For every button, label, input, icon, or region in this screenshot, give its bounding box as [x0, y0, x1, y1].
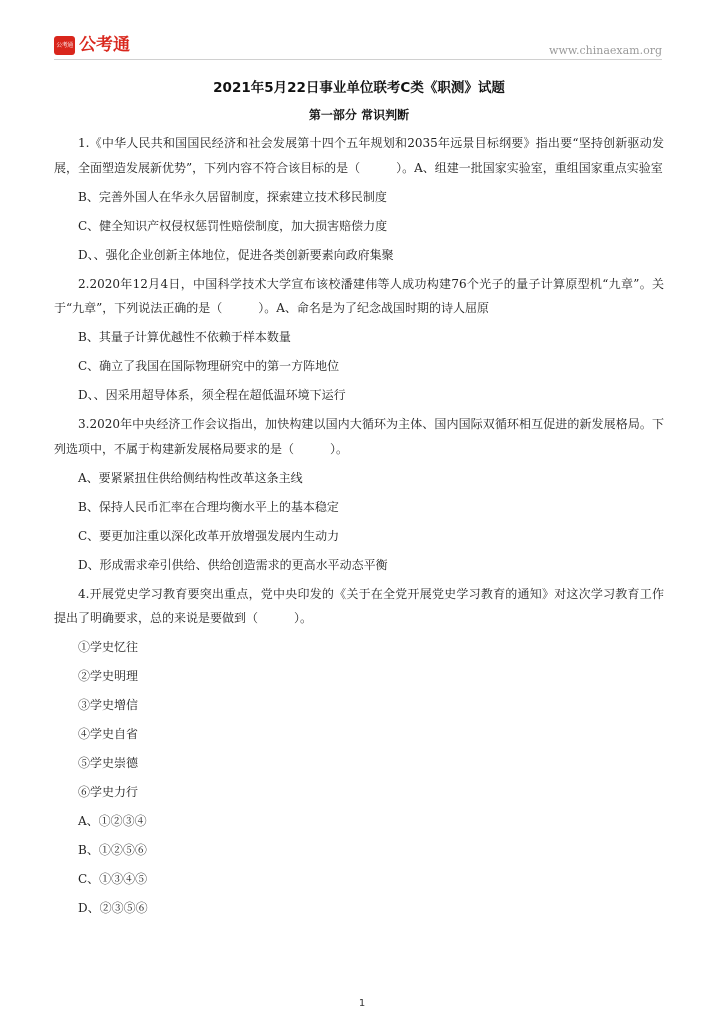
- answer-option: C、①③④⑤: [78, 872, 148, 886]
- answer-option: A、①②③④: [78, 814, 147, 828]
- answer-option: B、保持人民币汇率在合理均衡水平上的基本稳定: [78, 499, 339, 514]
- document-title: 2021年5月22日事业单位联考C类《职测》试题: [213, 80, 505, 96]
- statement-item: ④学史自省: [78, 727, 139, 741]
- question-1: [54, 131, 664, 267]
- answer-option: D、②③⑤⑥: [78, 901, 148, 915]
- question-2: [54, 272, 664, 408]
- statement-item: ⑤学史崇德: [78, 756, 139, 770]
- document-body: [54, 78, 664, 925]
- site-url: www.chinaexam.org: [549, 44, 662, 57]
- statement-item: ③学史增信: [78, 698, 139, 712]
- page-number: 1: [358, 998, 366, 1009]
- answer-option: D、形成需求牵引供给、供给创造需求的更高水平动态平衡: [78, 557, 388, 572]
- answer-option: B、①②⑤⑥: [78, 843, 147, 857]
- page-header: [0, 0, 724, 60]
- answer-option: A、要紧紧扭住供给侧结构性改革这条主线: [78, 470, 303, 485]
- statement-item: ⑥学史力行: [78, 785, 139, 799]
- logo-text: 公考通: [79, 35, 130, 55]
- answer-option: D、、强化企业创新主体地位，促进各类创新要素向政府集聚: [78, 247, 394, 262]
- header-divider: [54, 59, 662, 60]
- question-stem: 1.《中华人民共和国国民经济和社会发展第十四个五年规划和2035年远景目标纲要》指出要“坚持创新驱动发展，全面塑造发展新优势”，下列内容不符合该目标的是（ ）。A、组建一批国家实验室，重组国家重点实验室: [54, 136, 664, 175]
- answer-option: C、健全知识产权侵权惩罚性赔偿制度，加大损害赔偿力度: [78, 218, 388, 233]
- statement-item: ①学史忆往: [78, 640, 139, 654]
- answer-option: D、、因采用超导体系，须全程在超低温环境下运行: [78, 388, 346, 402]
- question-4: [54, 582, 664, 921]
- section-title: 第一部分 常识判断: [308, 108, 410, 122]
- answer-option: B、完善外国人在华永久居留制度，探索建立技术移民制度: [78, 189, 387, 204]
- question-3: [54, 412, 664, 577]
- logo-badge: 公考通: [54, 36, 75, 55]
- answer-option: B、其量子计算优越性不依赖于样本数量: [78, 330, 291, 344]
- statement-item: ②学史明理: [78, 669, 139, 683]
- question-stem: 4.开展党史学习教育要突出重点，党中央印发的《关于在全党开展党史学习教育的通知》对这次学习教育工作提出了明确要求，总的来说是要做到（ ）。: [54, 586, 664, 625]
- answer-option: C、确立了我国在国际物理研究中的第一方阵地位: [78, 359, 340, 373]
- question-stem: 2.2020年12月4日，中国科学技术大学宣布该校潘建伟等人成功构建76个光子的量子计算原型机“九章”。关于“九章”，下列说法正确的是（ ）。A、命名是为了纪念战国时期的诗人屈原: [54, 276, 664, 315]
- answer-option: C、要更加注重以深化改革开放增强发展内生动力: [78, 528, 340, 543]
- question-stem: 3.2020年中央经济工作会议指出，加快构建以国内大循环为主体、国内国际双循环相互促进的新发展格局。下列选项中，不属于构建新发展格局要求的是（ ）。: [54, 417, 664, 456]
